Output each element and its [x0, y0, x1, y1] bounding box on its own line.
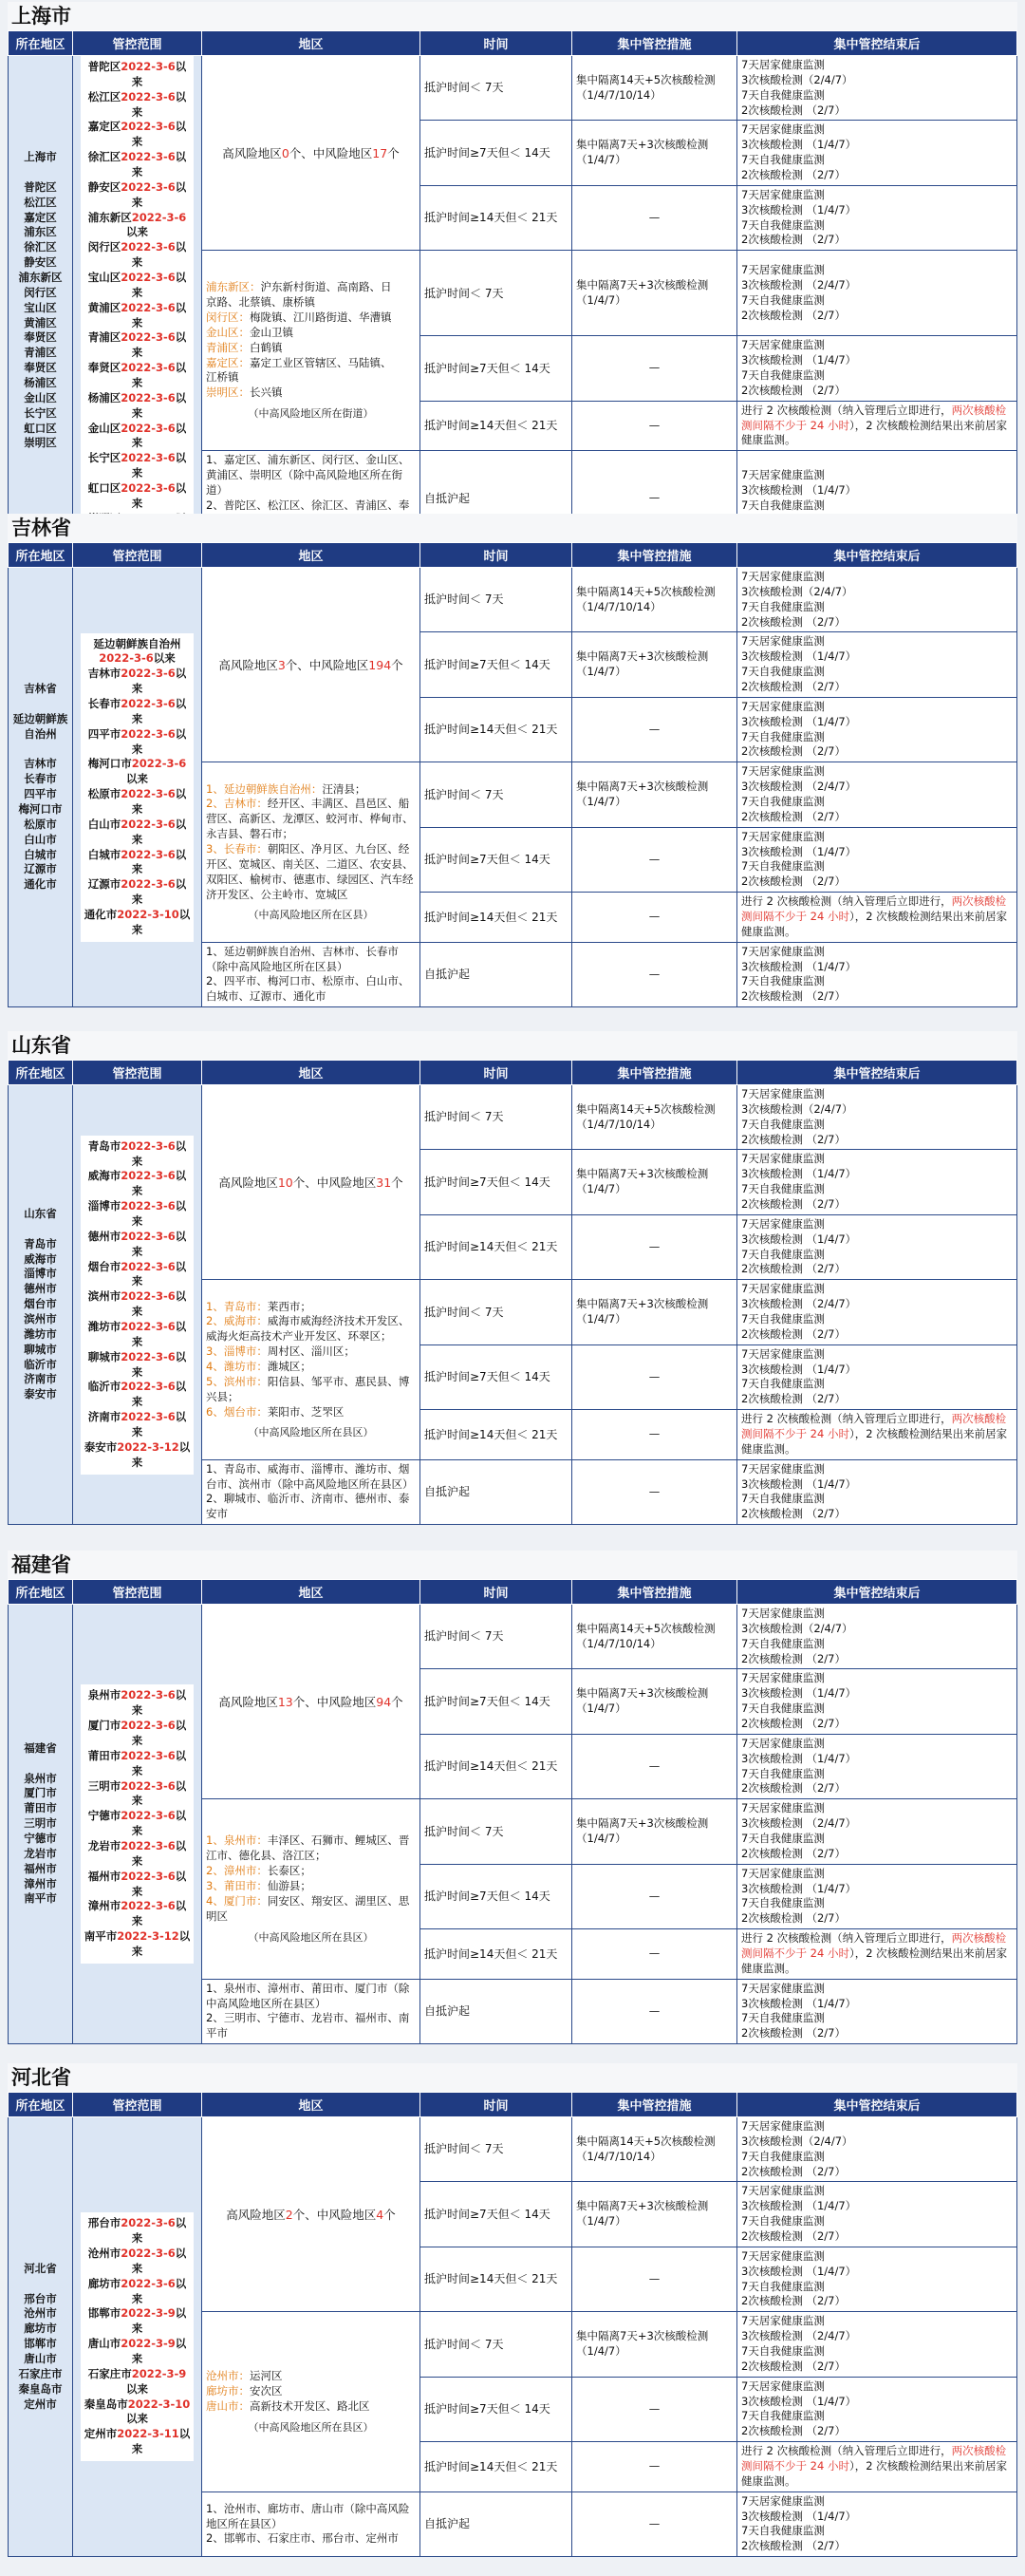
measure-cell: 集中隔离7天+3次核酸检测 （1/4/7） — [572, 1669, 737, 1734]
after-cell: 7天居家健康监测 3次核酸检测（2/4/7） 7天自我健康监测 2次核酸检测 （2/7） — [737, 568, 1017, 632]
time-cell: 抵沪时间＜ 7天 — [420, 1605, 572, 1669]
time-cell: 自抵沪起 — [420, 1979, 572, 2043]
measure-cell: — — [572, 827, 737, 892]
area-line: 3、长春市：朝阳区、净月区、九台区、经开区、宽城区、南关区、二道区、农安县、双阳区、榆树市、德惠市、绿园区、汽车经济开发区、公主岭市、宽城区 — [206, 841, 414, 901]
scope-item: 潍坊市2022-3-6以来 — [87, 1319, 187, 1348]
scope-item: 长宁区2022-3-6以来 — [87, 451, 187, 480]
after-cell: 7天居家健康监测 3次核酸检测 （1/4/7） 7天自我健康监测 2次核酸检测 （2/7） — [737, 827, 1017, 892]
scope-item: 济南市2022-3-6以来 — [87, 1410, 187, 1438]
measure-cell: — — [572, 1344, 737, 1409]
scope-item: 福州市2022-3-6以来 — [87, 1869, 187, 1898]
scope-item: 三明市2022-3-6以来 — [87, 1778, 187, 1808]
area-line: 5、滨州市：阳信县、邹平市、惠民县、博兴县； — [206, 1374, 410, 1403]
area-line: 闵行区：梅陇镇、江川路街道、华漕镇 — [206, 310, 392, 325]
scope-item: 青浦区2022-3-6以来 — [87, 330, 187, 360]
measure-cell: — — [572, 697, 737, 762]
column-header: 所在地区 — [9, 2093, 73, 2117]
location-cell: 上海市 普陀区 松江区 嘉定区 浦东区 徐汇区 静安区 浦东新区 闵行区 宝山区 黄浦区 奉贤区 青浦区 奉贤区 杨浦区 金山区 长宁区 虹口区 崇明区 — [9, 56, 73, 547]
after-cell: 7天居家健康监测 3次核酸检测 （2/4/7） 7天自我健康监测 2次核酸检测 （2/7） — [737, 2312, 1017, 2377]
mid-risk-areas — [202, 762, 420, 942]
table-row — [9, 568, 1017, 632]
time-cell: 抵沪时间≥14天但＜ 21天 — [420, 893, 572, 943]
column-header: 集中管控结束后 — [737, 1061, 1017, 1085]
after-cell: 7天居家健康监测 3次核酸检测 （1/4/7） 7天自我健康监测 2次核酸检测 （2/7） — [737, 2247, 1017, 2311]
table-row — [9, 2117, 1017, 2182]
time-cell: 抵沪时间＜ 7天 — [420, 1085, 572, 1150]
location-cell: 福建省 泉州市 厦门市 莆田市 三明市 宁德市 龙岩市 福州市 漳州市 南平市 — [9, 1605, 73, 2044]
time-cell: 抵沪时间＜ 7天 — [420, 2117, 572, 2182]
scope-item: 泉州市2022-3-6以来 — [87, 1688, 187, 1718]
after-cell: 7天居家健康监测 3次核酸检测 （1/4/7） 7天自我健康监测 2次核酸检测 （2/7） — [737, 2182, 1017, 2247]
after-cell: 7天居家健康监测 3次核酸检测 （1/4/7） 7天自我健康监测 2次核酸检测 （2/7） — [737, 1864, 1017, 1928]
province-title: 山东省 — [8, 1031, 1017, 1060]
area-line: 1、青岛市：莱西市； — [206, 1299, 311, 1313]
scope-item: 松原市2022-3-6以来 — [87, 787, 187, 816]
measure-cell: 集中隔离7天+3次核酸检测 （1/4/7） — [572, 1280, 737, 1344]
time-cell: 抵沪时间≥14天但＜ 21天 — [420, 401, 572, 451]
scope-item: 南平市2022-3-12以来 — [84, 1929, 191, 1958]
area-line: 4、厦门市：同安区、翔安区、湖里区、思明区 — [206, 1893, 410, 1923]
mid-risk-areas — [202, 1799, 420, 1979]
after-cell: 7天居家健康监测 3次核酸检测 （1/4/7） 7天自我健康监测 2次核酸检测 （2/7） — [737, 1150, 1017, 1214]
control-table — [8, 542, 1017, 1007]
province-section — [8, 2, 1017, 547]
column-header: 时间 — [420, 31, 572, 56]
location-cell: 吉林省 延边朝鲜族 自治州 吉林市 长春市 四平市 梅河口市 松原市 白山市 白城市 辽源市 通化市 — [9, 568, 73, 1007]
column-header: 管控范围 — [73, 543, 202, 568]
measure-cell: — — [572, 942, 737, 1006]
measure-cell: 集中隔离14天+5次核酸检测 （1/4/7/10/14） — [572, 2117, 737, 2182]
after-cell: 7天居家健康监测 3次核酸检测 （1/4/7） 7天自我健康监测 2次核酸检测 （2/7） — [737, 1344, 1017, 1409]
after-cell: 7天居家健康监测 3次核酸检测 （1/4/7） 7天自我健康监测 2次核酸检测 （2/7） — [737, 1979, 1017, 2043]
measure-cell: — — [572, 451, 737, 546]
measure-cell: 集中隔离7天+3次核酸检测 （1/4/7） — [572, 251, 737, 336]
high-risk-summary: 高风险地区3个、中风险地区194个 — [202, 568, 420, 762]
column-header: 集中管控结束后 — [737, 1580, 1017, 1605]
scope-cell — [73, 568, 202, 1007]
column-header: 地区 — [202, 2093, 420, 2117]
scope-item: 淄博市2022-3-6以来 — [87, 1199, 187, 1228]
measure-cell: 集中隔离14天+5次核酸检测 （1/4/7/10/14） — [572, 568, 737, 632]
time-cell: 抵沪时间≥14天但＜ 21天 — [420, 1214, 572, 1279]
scope-cell — [73, 2117, 202, 2557]
measure-cell: — — [572, 1929, 737, 1980]
measure-cell: 集中隔离7天+3次核酸检测 （1/4/7） — [572, 121, 737, 185]
measure-cell: 集中隔离7天+3次核酸检测 （1/4/7） — [572, 762, 737, 827]
other-areas: 1、沧州市、廊坊市、唐山市（除中高风险地区所在县区） 2、邯郸市、石家庄市、邢台市、定州市 — [202, 2491, 420, 2556]
table-header-row — [9, 31, 1017, 56]
column-header: 所在地区 — [9, 543, 73, 568]
after-cell: 7天居家健康监测 3次核酸检测 （2/4/7） 7天自我健康监测 2次核酸检测 （2/7） — [737, 1799, 1017, 1864]
area-line: 2、吉林市：经开区、丰满区、昌邑区、船营区、高新区、龙潭区、蛟河市、桦甸市、永吉县、磐石市； — [206, 797, 414, 841]
column-header: 地区 — [202, 1061, 420, 1085]
time-cell: 抵沪时间≥7天但＜ 14天 — [420, 2377, 572, 2441]
area-line: 崇明区：长兴镇 — [206, 385, 283, 400]
measure-cell: 集中隔离7天+3次核酸检测 （1/4/7） — [572, 2182, 737, 2247]
scope-item: 沧州市2022-3-6以来 — [87, 2246, 187, 2275]
scope-item: 威海市2022-3-6以来 — [87, 1169, 187, 1198]
area-line: 金山区：金山卫镇 — [206, 325, 293, 339]
column-header: 集中管控结束后 — [737, 31, 1017, 56]
table-header-row — [9, 1061, 1017, 1085]
table-row — [9, 1605, 1017, 1669]
after-cell: 7天居家健康监测 3次核酸检测 （1/4/7） 7天自我健康监测 2次核酸检测 （2/7） — [737, 185, 1017, 250]
scope-item: 莆田市2022-3-6以来 — [87, 1748, 187, 1777]
area-line: 浦东新区：沪东新村街道、高南路、日 — [206, 280, 392, 294]
scope-item: 石家庄市2022-3-9以来 — [87, 2366, 187, 2396]
measure-cell: — — [572, 336, 737, 401]
area-line: 嘉定区：嘉定工业区管辖区、马陆镇、 — [206, 355, 392, 369]
scope-cell — [73, 1605, 202, 2044]
time-cell: 抵沪时间≥14天但＜ 21天 — [420, 2247, 572, 2311]
after-cell: 7天居家健康监测 3次核酸检测（2/4/7） 7天自我健康监测 2次核酸检测 （2/7） — [737, 1085, 1017, 1150]
other-areas: 1、嘉定区、浦东新区、闵行区、金山区、黄浦区、崇明区（除中高风险地区所在街道） 2、普陀区、松江区、徐汇区、青浦区、奉 — [202, 451, 420, 546]
scope-item: 奉贤区2022-3-6以来 — [87, 361, 187, 390]
mid-risk-areas — [202, 251, 420, 451]
area-line: 1、泉州市：丰泽区、石狮市、鲤城区、晋江市、德化县、洛江区； — [206, 1833, 410, 1863]
measure-cell: 集中隔离7天+3次核酸检测 （1/4/7） — [572, 1799, 737, 1864]
location-cell: 河北省 邢台市 沧州市 廊坊市 邯郸市 唐山市 石家庄市 秦皇岛市 定州市 — [9, 2117, 73, 2557]
scope-item: 长春市2022-3-6以来 — [87, 696, 187, 725]
measure-cell: — — [572, 2377, 737, 2441]
scope-item: 辽源市2022-3-6以来 — [87, 877, 187, 907]
column-header: 集中管控措施 — [572, 1061, 737, 1085]
scope-item: 延边朝鲜族自治州2022-3-6以来 — [93, 636, 181, 666]
column-header: 时间 — [420, 1061, 572, 1085]
measure-cell: — — [572, 2491, 737, 2556]
scope-item: 德州市2022-3-6以来 — [87, 1229, 187, 1258]
scope-item: 邢台市2022-3-6以来 — [87, 2216, 187, 2246]
location-cell: 山东省 青岛市 威海市 淄博市 德州市 烟台市 滨州市 潍坊市 聊城市 临沂市 济南市 泰安市 — [9, 1085, 73, 1525]
after-cell: 7天居家健康监测 3次核酸检测 （1/4/7） 7天自我健康监测 2次核酸检测 （2/7） — [737, 1669, 1017, 1734]
after-cell: 7天居家健康监测 3次核酸检测 （1/4/7） 7天自我健康监测 2次核酸检测 （2/7） — [737, 632, 1017, 697]
scope-item: 唐山市2022-3-9以来 — [87, 2337, 187, 2365]
after-cell: 7天居家健康监测 3次核酸检测 （1/4/7） 7天自我健康监测 2次核酸检测 （2/7） — [737, 121, 1017, 185]
scope-cell — [73, 1085, 202, 1525]
after-cell: 进行 2 次核酸检测（纳入管理后立即进行，两次核酸检测间隔不少于 24 小时），2 次核酸检测结果出来前居家健康监测。 — [737, 1929, 1017, 1980]
time-cell: 抵沪时间≥7天但＜ 14天 — [420, 1864, 572, 1928]
area-note: （中高风险地区所在街道） — [248, 407, 374, 421]
time-cell: 抵沪时间＜ 7天 — [420, 1799, 572, 1864]
province-section — [8, 2063, 1017, 2557]
time-cell: 抵沪时间≥14天但＜ 21天 — [420, 1734, 572, 1798]
scope-item: 秦皇岛市2022-3-10以来 — [84, 2397, 191, 2426]
time-cell: 抵沪时间≥7天但＜ 14天 — [420, 827, 572, 892]
province-title: 吉林省 — [8, 514, 1017, 542]
scope-item: 松江区2022-3-6以来 — [87, 89, 187, 119]
province-title: 上海市 — [8, 2, 1017, 30]
time-cell: 抵沪时间＜ 7天 — [420, 56, 572, 121]
after-cell: 7天居家健康监测 3次核酸检测（2/4/7） 7天自我健康监测 2次核酸检测 （2/7） — [737, 56, 1017, 121]
time-cell: 抵沪时间＜ 7天 — [420, 251, 572, 336]
column-header: 集中管控措施 — [572, 31, 737, 56]
measure-cell: — — [572, 1734, 737, 1798]
after-cell: 进行 2 次核酸检测（纳入管理后立即进行，两次核酸检测间隔不少于 24 小时），2 次核酸检测结果出来前居家健康监测。 — [737, 401, 1017, 451]
high-risk-summary: 高风险地区13个、中风险地区94个 — [202, 1605, 420, 1799]
area-line: 3、莆田市：仙游县； — [206, 1878, 311, 1892]
scope-item: 徐汇区2022-3-6以来 — [87, 150, 187, 179]
scope-item: 定州市2022-3-11以来 — [84, 2427, 191, 2456]
time-cell: 抵沪时间＜ 7天 — [420, 1280, 572, 1344]
column-header: 所在地区 — [9, 1061, 73, 1085]
after-cell: 7天居家健康监测 3次核酸检测 （2/4/7） 7天自我健康监测 2次核酸检测 （2/7） — [737, 1280, 1017, 1344]
column-header: 集中管控措施 — [572, 1580, 737, 1605]
mid-risk-areas — [202, 1280, 420, 1459]
province-title: 福建省 — [8, 1551, 1017, 1579]
measure-cell: — — [572, 1410, 737, 1460]
other-areas: 1、延边朝鲜族自治州、吉林市、长春市（除中高风险地区所在区县） 2、四平市、梅河口市、松原市、白山市、白城市、辽源市、通化市 — [202, 942, 420, 1006]
time-cell: 抵沪时间≥14天但＜ 21天 — [420, 697, 572, 762]
scope-item: 静安区2022-3-6以来 — [87, 179, 187, 209]
area-line: 2、威海市：威海市威海经济技术开发区、威海火炬高技术产业开发区、环翠区； — [206, 1314, 410, 1344]
scope-item: 通化市2022-3-10以来 — [84, 907, 191, 936]
province-title: 河北省 — [8, 2063, 1017, 2092]
high-risk-summary: 高风险地区0个、中风险地区17个 — [202, 56, 420, 251]
measure-cell: 集中隔离7天+3次核酸检测 （1/4/7） — [572, 1150, 737, 1214]
column-header: 集中管控结束后 — [737, 2093, 1017, 2117]
time-cell: 自抵沪起 — [420, 942, 572, 1006]
scope-item: 四平市2022-3-6以来 — [87, 726, 187, 756]
scope-item: 宝山区2022-3-6以来 — [87, 271, 187, 299]
column-header: 时间 — [420, 543, 572, 568]
area-line: 2、漳州市：长泰区； — [206, 1864, 311, 1878]
scope-item: 宁德市2022-3-6以来 — [87, 1809, 187, 1838]
time-cell: 自抵沪起 — [420, 1459, 572, 1524]
measure-cell: 集中隔离14天+5次核酸检测 （1/4/7/10/14） — [572, 1085, 737, 1150]
scope-item: 嘉定区2022-3-6以来 — [87, 120, 187, 149]
control-table — [8, 2092, 1017, 2557]
scope-item: 漳州市2022-3-6以来 — [87, 1899, 187, 1928]
province-section — [8, 1551, 1017, 2044]
measure-cell: — — [572, 1459, 737, 1524]
scope-item: 廊坊市2022-3-6以来 — [87, 2276, 187, 2305]
column-header: 管控范围 — [73, 1580, 202, 1605]
after-cell: 7天居家健康监测 3次核酸检测 （2/4/7） 7天自我健康监测 2次核酸检测 （2/7） — [737, 762, 1017, 827]
time-cell: 自抵沪起 — [420, 2491, 572, 2556]
column-header: 集中管控措施 — [572, 543, 737, 568]
area-line: 江桥镇 — [206, 370, 239, 385]
control-table — [8, 1060, 1017, 1525]
measure-cell: 集中隔离14天+5次核酸检测 （1/4/7/10/14） — [572, 56, 737, 121]
after-cell: 7天居家健康监测 3次核酸检测 （2/4/7） 7天自我健康监测 2次核酸检测 （2/7） — [737, 251, 1017, 336]
time-cell: 抵沪时间≥7天但＜ 14天 — [420, 1669, 572, 1734]
other-areas: 1、泉州市、漳州市、莆田市、厦门市（除中高风险地区所在县区） 2、三明市、宁德市、龙岩市、福州市、南平市 — [202, 1979, 420, 2043]
area-line: 沧州市：运河区 — [206, 2369, 283, 2383]
table-row — [9, 56, 1017, 121]
scope-item: 烟台市2022-3-6以来 — [87, 1259, 187, 1288]
measure-cell: — — [572, 185, 737, 250]
measure-cell: — — [572, 2442, 737, 2492]
time-cell: 抵沪时间≥14天但＜ 21天 — [420, 185, 572, 250]
after-cell: 7天居家健康监测 3次核酸检测 （1/4/7） 7天自我健康监测 2次核酸检测 （2/7） — [737, 2377, 1017, 2441]
high-risk-summary: 高风险地区10个、中风险地区31个 — [202, 1085, 420, 1280]
table-header-row — [9, 543, 1017, 568]
measure-cell: — — [572, 1214, 737, 1279]
time-cell: 抵沪时间≥14天但＜ 21天 — [420, 1410, 572, 1460]
scope-item: 滨州市2022-3-6以来 — [87, 1289, 187, 1319]
time-cell: 抵沪时间≥7天但＜ 14天 — [420, 632, 572, 697]
area-note: （中高风险地区所在区县） — [248, 909, 374, 922]
control-table — [8, 30, 1017, 547]
scope-item: 浦东新区2022-3-6以来 — [87, 210, 187, 239]
time-cell: 抵沪时间≥7天但＜ 14天 — [420, 336, 572, 401]
time-cell: 抵沪时间≥7天但＜ 14天 — [420, 121, 572, 185]
time-cell: 自抵沪起 — [420, 451, 572, 546]
scope-item: 聊城市2022-3-6以来 — [87, 1349, 187, 1379]
area-line: 3、淄博市：周村区、淄川区； — [206, 1344, 355, 1359]
time-cell: 抵沪时间≥14天但＜ 21天 — [420, 1929, 572, 1980]
area-note: （中高风险地区所在县区） — [248, 1930, 374, 1944]
measure-cell: — — [572, 893, 737, 943]
measure-cell: 集中隔离14天+5次核酸检测 （1/4/7/10/14） — [572, 1605, 737, 1669]
other-areas: 1、青岛市、威海市、淄博市、潍坊市、烟台市、滨州市（除中高风险地区所在县区） 2、聊城市、临沂市、济南市、德州市、泰安市 — [202, 1459, 420, 1524]
after-cell: 7天居家健康监测 3次核酸检测 （1/4/7） 7天自我健康监测 2次核酸检测 （2/7） — [737, 1459, 1017, 1524]
time-cell: 抵沪时间＜ 7天 — [420, 568, 572, 632]
after-cell: 进行 2 次核酸检测（纳入管理后立即进行，两次核酸检测间隔不少于 24 小时），2 次核酸检测结果出来前居家健康监测。 — [737, 2442, 1017, 2492]
high-risk-summary: 高风险地区2个、中风险地区4个 — [202, 2117, 420, 2312]
column-header: 所在地区 — [9, 1580, 73, 1605]
table-row — [9, 1085, 1017, 1150]
province-section — [8, 1031, 1017, 1525]
time-cell: 抵沪时间≥7天但＜ 14天 — [420, 2182, 572, 2247]
column-header: 地区 — [202, 31, 420, 56]
area-note: （中高风险地区所在县区） — [248, 1426, 374, 1439]
after-cell: 7天居家健康监测 3次核酸检测 （1/4/7） 7天自我健康监测 2次核酸检测 （2/7） — [737, 336, 1017, 401]
scope-item: 闵行区2022-3-6以来 — [87, 240, 187, 270]
area-line: 唐山市：高新技术开发区、路北区 — [206, 2398, 370, 2413]
area-line: 青浦区：白鹤镇 — [206, 340, 283, 354]
measure-cell: — — [572, 401, 737, 451]
measure-cell: — — [572, 2247, 737, 2311]
column-header: 管控范围 — [73, 2093, 202, 2117]
after-cell: 7天居家健康监测 3次核酸检测 （1/4/7） 7天自我健康监测 — [737, 451, 1017, 546]
after-cell: 7天居家健康监测 3次核酸检测 （1/4/7） 7天自我健康监测 2次核酸检测 （2/7） — [737, 697, 1017, 762]
scope-item: 杨浦区2022-3-6以来 — [87, 390, 187, 420]
column-header: 时间 — [420, 2093, 572, 2117]
scope-item: 邯郸市2022-3-9以来 — [87, 2306, 187, 2336]
area-line: 4、潍坊市：潍城区； — [206, 1359, 311, 1373]
scope-item: 吉林市2022-3-6以来 — [87, 667, 187, 696]
column-header: 管控范围 — [73, 31, 202, 56]
column-header: 所在地区 — [9, 31, 73, 56]
scope-item: 虹口区2022-3-6以来 — [87, 481, 187, 510]
scope-item: 梅河口市2022-3-6以来 — [87, 757, 187, 786]
after-cell: 进行 2 次核酸检测（纳入管理后立即进行，两次核酸检测间隔不少于 24 小时），2 次核酸检测结果出来前居家健康监测。 — [737, 1410, 1017, 1460]
measure-cell: 集中隔离7天+3次核酸检测 （1/4/7） — [572, 632, 737, 697]
area-line: 京路、北蔡镇、康桥镇 — [206, 295, 315, 310]
scope-item: 普陀区2022-3-6以来 — [87, 60, 187, 88]
mid-risk-areas — [202, 2312, 420, 2491]
after-cell: 7天居家健康监测 3次核酸检测（2/4/7） 7天自我健康监测 2次核酸检测 （2/7） — [737, 1605, 1017, 1669]
area-line: 廊坊市：安次区 — [206, 2384, 283, 2398]
time-cell: 抵沪时间≥14天但＜ 21天 — [420, 2442, 572, 2492]
scope-item: 青岛市2022-3-6以来 — [87, 1138, 187, 1168]
time-cell: 抵沪时间≥7天但＜ 14天 — [420, 1150, 572, 1214]
scope-item: 白山市2022-3-6以来 — [87, 817, 187, 846]
column-header: 管控范围 — [73, 1061, 202, 1085]
time-cell: 抵沪时间＜ 7天 — [420, 762, 572, 827]
table-header-row — [9, 2093, 1017, 2117]
column-header: 集中管控措施 — [572, 2093, 737, 2117]
after-cell: 7天居家健康监测 3次核酸检测 （1/4/7） 7天自我健康监测 2次核酸检测 （2/7） — [737, 1734, 1017, 1798]
column-header: 地区 — [202, 543, 420, 568]
table-header-row — [9, 1580, 1017, 1605]
scope-item: 厦门市2022-3-6以来 — [87, 1719, 187, 1747]
measure-cell: — — [572, 1979, 737, 2043]
after-cell: 7天居家健康监测 3次核酸检测（2/4/7） 7天自我健康监测 2次核酸检测 （2/7） — [737, 2117, 1017, 2182]
after-cell: 7天居家健康监测 3次核酸检测 （1/4/7） 7天自我健康监测 2次核酸检测 （2/7） — [737, 2491, 1017, 2556]
control-table — [8, 1579, 1017, 2044]
area-line: 1、延边朝鲜族自治州：汪清县； — [206, 781, 366, 796]
time-cell: 抵沪时间＜ 7天 — [420, 2312, 572, 2377]
column-header: 时间 — [420, 1580, 572, 1605]
column-header: 地区 — [202, 1580, 420, 1605]
after-cell: 7天居家健康监测 3次核酸检测 （1/4/7） 7天自我健康监测 2次核酸检测 （2/7） — [737, 942, 1017, 1006]
province-section — [8, 514, 1017, 1007]
area-line: 6、烟台市：莱阳市、芝罘区 — [206, 1404, 345, 1419]
scope-item: 白城市2022-3-6以来 — [87, 847, 187, 876]
after-cell: 进行 2 次核酸检测（纳入管理后立即进行，两次核酸检测间隔不少于 24 小时），2 次核酸检测结果出来前居家健康监测。 — [737, 893, 1017, 943]
measure-cell: 集中隔离7天+3次核酸检测 （1/4/7） — [572, 2312, 737, 2377]
scope-item: 龙岩市2022-3-6以来 — [87, 1838, 187, 1868]
scope-item: 金山区2022-3-6以来 — [87, 421, 187, 450]
scope-item: 黄浦区2022-3-6以来 — [87, 300, 187, 329]
scope-item: 临沂市2022-3-6以来 — [87, 1380, 187, 1409]
after-cell: 7天居家健康监测 3次核酸检测 （1/4/7） 7天自我健康监测 2次核酸检测 （2/7） — [737, 1214, 1017, 1279]
scope-cell — [73, 56, 202, 547]
area-note: （中高风险地区所在县区） — [248, 2420, 374, 2434]
column-header: 集中管控结束后 — [737, 543, 1017, 568]
measure-cell: — — [572, 1864, 737, 1928]
scope-item: 泰安市2022-3-12以来 — [84, 1439, 191, 1469]
time-cell: 抵沪时间≥7天但＜ 14天 — [420, 1344, 572, 1409]
